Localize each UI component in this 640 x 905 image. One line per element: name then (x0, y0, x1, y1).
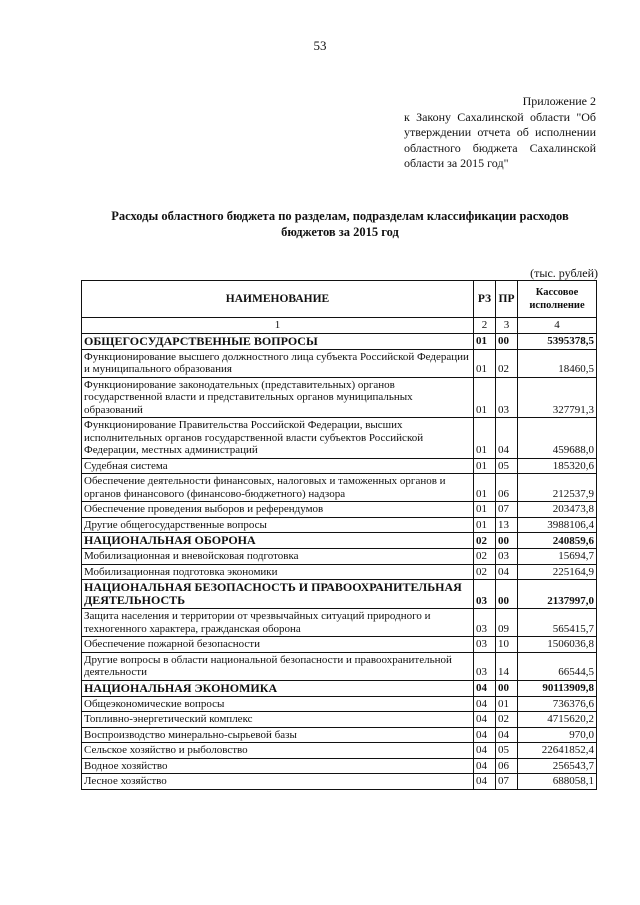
section-row (82, 333, 597, 349)
row-pr-code: 13 (496, 517, 518, 533)
column-index: 2 (474, 318, 496, 334)
table-row (82, 652, 597, 680)
row-value: 565415,7 (518, 609, 597, 637)
row-value: 736376,6 (518, 696, 597, 712)
row-value: 66544,5 (518, 652, 597, 680)
document-title (90, 209, 590, 240)
row-pr-code: 09 (496, 609, 518, 637)
row-pr-code: 01 (496, 696, 518, 712)
header-value: Кассовое исполнение (518, 281, 597, 318)
row-name: Водное хозяйство (82, 758, 474, 774)
table-row (82, 727, 597, 743)
header-name: НАИМЕНОВАНИЕ (82, 281, 474, 318)
row-pr-code: 14 (496, 652, 518, 680)
budget-table-body (82, 333, 597, 789)
table-header-row (82, 281, 597, 318)
table-row (82, 418, 597, 459)
header-rz: РЗ (474, 281, 496, 318)
table-row (82, 377, 597, 418)
table-row (82, 502, 597, 518)
row-pr-code: 04 (496, 564, 518, 580)
row-pr-code: 07 (496, 502, 518, 518)
row-name: Воспроизводство минерально-сырьевой базы (82, 727, 474, 743)
row-value: 22641852,4 (518, 743, 597, 759)
row-value: 240859,6 (518, 533, 597, 549)
row-rz-code: 01 (474, 517, 496, 533)
row-name: Лесное хозяйство (82, 774, 474, 790)
annex-label: Приложение 2 (522, 94, 596, 108)
column-index: 4 (518, 318, 597, 334)
row-name: Топливно-энергетический комплекс (82, 712, 474, 728)
table-row (82, 458, 597, 474)
row-value: 185320,6 (518, 458, 597, 474)
column-index: 1 (82, 318, 474, 334)
row-name: Общеэкономические вопросы (82, 696, 474, 712)
row-name: Мобилизационная и вневойсковая подготовка (82, 549, 474, 565)
row-value: 4715620,2 (518, 712, 597, 728)
row-pr-code: 04 (496, 727, 518, 743)
document-title-line-1: Расходы областного бюджета по разделам, подразделам классификации расходов (111, 209, 569, 223)
table-row (82, 743, 597, 759)
row-rz-code: 01 (474, 418, 496, 459)
row-name: Мобилизационная подготовка экономики (82, 564, 474, 580)
row-rz-code: 01 (474, 502, 496, 518)
table-row (82, 758, 597, 774)
table-row (82, 349, 597, 377)
row-rz-code: 02 (474, 533, 496, 549)
row-name: Обеспечение деятельности финансовых, налоговых и таможенных органов и органов финансового (финансово-бюджетного) надзора (82, 474, 474, 502)
row-pr-code: 05 (496, 743, 518, 759)
row-rz-code: 04 (474, 758, 496, 774)
row-rz-code: 03 (474, 609, 496, 637)
row-rz-code: 04 (474, 774, 496, 790)
row-pr-code: 06 (496, 474, 518, 502)
row-rz-code: 03 (474, 652, 496, 680)
row-name: Защита населения и территории от чрезвычайных ситуаций природного и техногенного характера, гражданская оборона (82, 609, 474, 637)
row-name: Другие общегосударственные вопросы (82, 517, 474, 533)
row-pr-code: 05 (496, 458, 518, 474)
row-value: 3988106,4 (518, 517, 597, 533)
row-pr-code: 03 (496, 549, 518, 565)
table-row (82, 696, 597, 712)
document-title-line-2: бюджетов за 2015 год (281, 224, 399, 239)
row-rz-code: 04 (474, 696, 496, 712)
row-value: 212537,9 (518, 474, 597, 502)
row-pr-code: 02 (496, 349, 518, 377)
row-rz-code: 04 (474, 680, 496, 696)
row-rz-code: 03 (474, 637, 496, 653)
section-row (82, 680, 597, 696)
row-value: 688058,1 (518, 774, 597, 790)
row-name: Сельское хозяйство и рыболовство (82, 743, 474, 759)
table-row (82, 609, 597, 637)
row-rz-code: 01 (474, 333, 496, 349)
table-row (82, 549, 597, 565)
row-value: 203473,8 (518, 502, 597, 518)
row-pr-code: 00 (496, 333, 518, 349)
row-value: 225164,9 (518, 564, 597, 580)
row-name: Функционирование высшего должностного лица субъекта Российской Федерации и муниципального образования (82, 349, 474, 377)
row-rz-code: 02 (474, 564, 496, 580)
column-index-row (82, 318, 597, 334)
table-row (82, 564, 597, 580)
row-value: 18460,5 (518, 349, 597, 377)
row-pr-code: 06 (496, 758, 518, 774)
row-name: Другие вопросы в области национальной безопасности и правоохранительной деятельности (82, 652, 474, 680)
row-pr-code: 02 (496, 712, 518, 728)
row-pr-code: 00 (496, 533, 518, 549)
row-value: 1506036,8 (518, 637, 597, 653)
column-index: 3 (496, 318, 518, 334)
row-rz-code: 02 (474, 549, 496, 565)
row-name: Обеспечение пожарной безопасности (82, 637, 474, 653)
row-pr-code: 00 (496, 580, 518, 609)
row-value: 2137997,0 (518, 580, 597, 609)
row-rz-code: 01 (474, 474, 496, 502)
row-rz-code: 01 (474, 349, 496, 377)
row-name: Функционирование законодательных (представительных) органов государственной власти и представительных органов муниципальных образований (82, 377, 474, 418)
row-value: 5395378,5 (518, 333, 597, 349)
annex-note (404, 94, 596, 172)
row-name: НАЦИОНАЛЬНАЯ БЕЗОПАСНОСТЬ И ПРАВООХРАНИТЕЛЬНАЯ ДЕЯТЕЛЬНОСТЬ (82, 580, 474, 609)
row-value: 90113909,8 (518, 680, 597, 696)
table-row (82, 517, 597, 533)
row-pr-code: 04 (496, 418, 518, 459)
header-pr: ПР (496, 281, 518, 318)
budget-table (81, 280, 597, 790)
table-row (82, 712, 597, 728)
row-rz-code: 04 (474, 712, 496, 728)
row-pr-code: 03 (496, 377, 518, 418)
section-row (82, 580, 597, 609)
row-value: 327791,3 (518, 377, 597, 418)
row-name: НАЦИОНАЛЬНАЯ ОБОРОНА (82, 533, 474, 549)
row-rz-code: 03 (474, 580, 496, 609)
page-number: 53 (313, 38, 327, 53)
row-value: 15694,7 (518, 549, 597, 565)
section-row (82, 533, 597, 549)
row-value: 970,0 (518, 727, 597, 743)
units-label: (тыс. рублей) (530, 266, 598, 280)
annex-description: к Закону Сахалинской области "Об утверждении отчета об исполнении областного бюджета Сахалинской области за 2015 год" (404, 109, 596, 170)
row-value: 256543,7 (518, 758, 597, 774)
row-value: 459688,0 (518, 418, 597, 459)
table-row (82, 474, 597, 502)
row-rz-code: 01 (474, 377, 496, 418)
row-rz-code: 01 (474, 458, 496, 474)
row-name: Обеспечение проведения выборов и референдумов (82, 502, 474, 518)
row-rz-code: 04 (474, 727, 496, 743)
table-row (82, 774, 597, 790)
row-name: Функционирование Правительства Российской Федерации, высших исполнительных органов государственной власти субъектов Российской Федерации, местных администраций (82, 418, 474, 459)
row-pr-code: 10 (496, 637, 518, 653)
row-pr-code: 07 (496, 774, 518, 790)
row-name: ОБЩЕГОСУДАРСТВЕННЫЕ ВОПРОСЫ (82, 333, 474, 349)
row-name: Судебная система (82, 458, 474, 474)
row-rz-code: 04 (474, 743, 496, 759)
row-name: НАЦИОНАЛЬНАЯ ЭКОНОМИКА (82, 680, 474, 696)
table-row (82, 637, 597, 653)
row-pr-code: 00 (496, 680, 518, 696)
